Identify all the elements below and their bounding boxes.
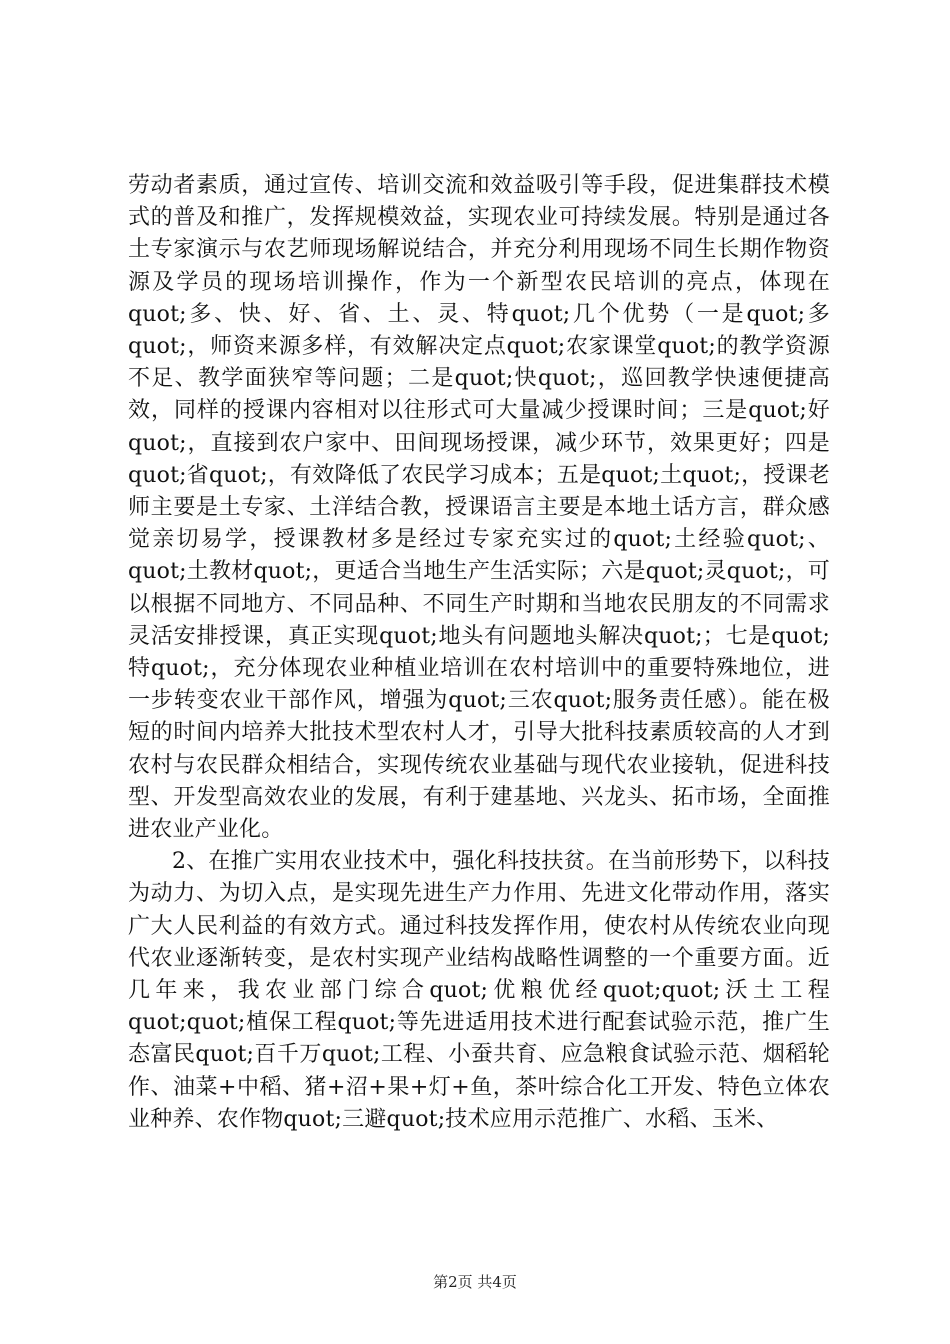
paragraph-continuation: 劳动者素质，通过宣传、培训交流和效益吸引等手段，促进集群技术模式的普及和推广，发挥规模效益，实现农业可持续发展。特别是通过各土专家演示与农艺师现场解说结合，并充分利用现场不同生长期作物资源及学员的现场培训操作，作为一个新型农民培训的亮点，体现在quot;多、快、好、省、土、灵、特quot;几个优势（一是quot;多quot;，师资来源多样，有效解决定点quot;农家课堂quot;的教学资源不足、教学面狭窄等问题；二是quot;快quot;，巡回教学快速便捷高效，同样的授课内容相对以往形式可大量减少授课时间；三是quot;好quot;，直接到农户家中、田间现场授课，减少环节，效果更好；四是quot;省quot;，有效降低了农民学习成本；五是quot;土quot;，授课老师主要是土专家、土洋结合教，授课语言主要是本地土话方言，群众感觉亲切易学，授课教材多是经过专家充实过的quot;土经验quot;、quot;土教材quot;，更适合当地生产生活实际；六是quot;灵quot;，可以根据不同地方、不同品种、不同生产时期和当地农民朋友的不同需求灵活安排授课，真正实现quot;地头有问题地头解决quot;；七是quot;特quot;，充分体现农业种植业培训在农村培训中的重要特殊地位，进一步转变农业干部作风，增强为quot;三农quot;服务责任感）。能在极短的时间内培养大批技术型农村人才，引导大批科技素质较高的人才到农村与农民群众相结合，实现传统农业基础与现代农业接轨，促进科技型、开发型高效农业的发展，有利于建基地、兴龙头、拓市场，全面推进农业产业化。 (128, 173, 830, 843)
page-number-footer: 第2页 共4页 (433, 1273, 517, 1291)
document-body (128, 170, 830, 1136)
paragraph-2: 2、在推广实用农业技术中，强化科技扶贫。在当前形势下，以科技为动力、为切入点，是实现先进生产力作用、先进文化带动作用，落实广大人民利益的有效方式。通过科技发挥作用，使农村从传统农业向现代农业逐渐转变，是农村实现产业结构战略性调整的一个重要方面。近几年来，我农业部门综合quot;优粮优经quot;quot;沃土工程quot;quot;植保工程quot;等先进适用技术进行配套试验示范，推广生态富民quot;百千万quot;工程、小蚕共育、应急粮食试验示范、烟稻轮作、油菜+中稻、猪+沼+果+灯+鱼，茶叶综合化工开发、特色立体农业种养、农作物quot;三避quot;技术应用示范推广、水稻、玉米、 (128, 849, 830, 1132)
